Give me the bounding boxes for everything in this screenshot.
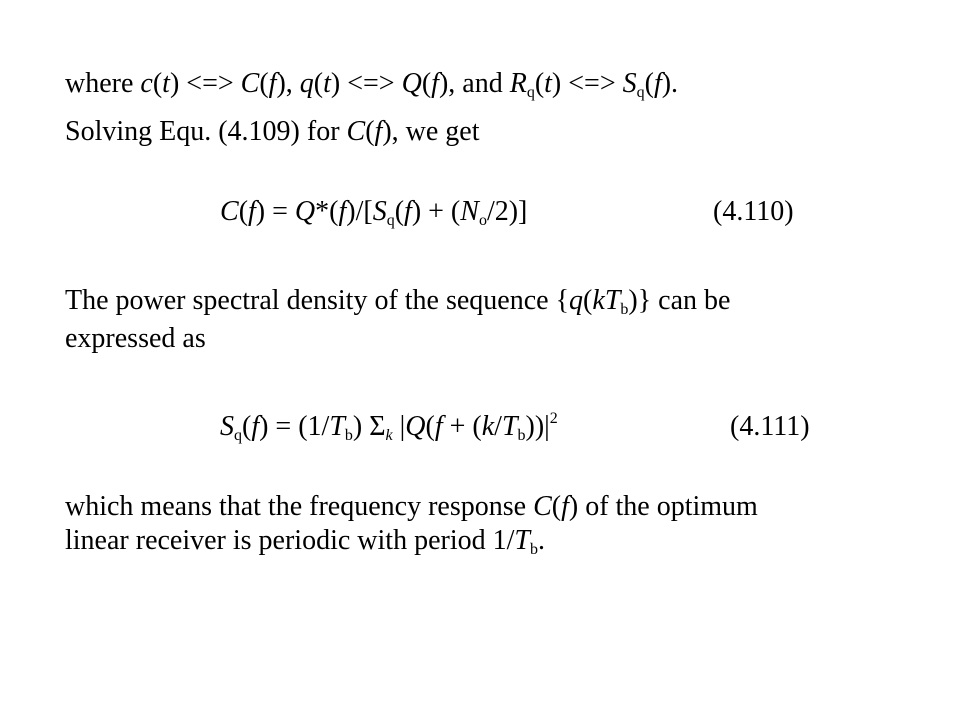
word-and: and — [462, 68, 503, 99]
symbol-f: f — [251, 411, 260, 442]
linear-text: linear receiver is periodic with period 1/ — [65, 525, 515, 556]
arrow-symbol: <=> — [568, 68, 616, 99]
symbol-q: q — [299, 68, 314, 99]
symbol-S: S — [622, 68, 637, 99]
text-line-expressed — [65, 325, 206, 353]
symbol-S: S — [220, 411, 234, 442]
subscript-q: q — [386, 212, 395, 229]
which-text: which means that the frequency response — [65, 491, 534, 522]
subscript-q: q — [234, 427, 242, 444]
word-where: where — [65, 68, 134, 99]
symbol-k: k — [481, 411, 495, 442]
symbol-C: C — [220, 196, 239, 227]
equation-4-110: $C(f) = Q*(f)/[S_q(f) + (N_o/2)]$ — [220, 196, 528, 229]
symbol-q: q — [569, 285, 584, 316]
subscript-q: q — [526, 84, 535, 101]
symbol-f: f — [374, 116, 383, 147]
symbol-f: f — [431, 68, 439, 99]
symbol-c: c — [140, 68, 153, 99]
symbol-Q: Q — [401, 68, 422, 99]
symbol-Q: Q — [294, 196, 316, 227]
we-get-text: , we get — [391, 116, 480, 147]
can-be-text: can be — [651, 285, 731, 316]
text-line-psd: The power spectral density of the sequence $\{q(kT_b)\}$ can be — [65, 285, 731, 318]
symbol-f: f — [248, 196, 256, 227]
subscript-b: b — [620, 301, 629, 318]
psd-text: The power spectral density of the sequence — [65, 285, 556, 316]
symbol-T: T — [514, 525, 530, 556]
solving-text: Solving Equ. (4.109) for — [65, 116, 347, 147]
symbol-f: f — [653, 68, 662, 99]
symbol-t: t — [162, 68, 170, 99]
text-line-1: where c(t) <=> C(f), q(t) <=> Q(f), and $R_q(t)$ <=> $S_q(f)$. — [65, 68, 679, 101]
symbol-S: S — [372, 196, 387, 227]
symbol-N: N — [460, 196, 479, 227]
optimum-text: of the optimum — [578, 491, 758, 522]
equation-number-4-110: (4.110) — [713, 196, 794, 227]
symbol-f: f — [404, 196, 412, 227]
symbol-C: C — [533, 491, 552, 522]
symbol-T: T — [604, 285, 621, 316]
arrow-symbol: <=> — [347, 68, 395, 99]
symbol-f: f — [338, 196, 347, 227]
text-line-2: Solving Equ. (4.109) for C(f), we get — [65, 116, 480, 147]
sigma-symbol: Σ — [369, 411, 386, 442]
symbol-T: T — [501, 411, 518, 442]
symbol-f: f — [434, 411, 443, 442]
subscript-b: b — [344, 427, 353, 444]
equation-number-4-111: (4.111) — [730, 411, 810, 442]
text-line-which: which means that the frequency response C(f) of the optimum — [65, 491, 758, 522]
text-line-linear: linear receiver is periodic with period $1/T_b$. — [65, 525, 545, 558]
symbol-f: f — [561, 491, 569, 522]
subscript-k: k — [385, 427, 393, 444]
symbol-Q: Q — [405, 411, 426, 442]
symbol-f: f — [268, 68, 277, 99]
symbol-C: C — [240, 68, 260, 99]
symbol-t: t — [323, 68, 331, 99]
symbol-t: t — [544, 68, 552, 99]
equation-4-111: $S_q(f) = (1/T_b)$ $\Sigma_k$ $|Q(f + (k/T_b))|^2$ — [220, 410, 558, 444]
arrow-symbol: <=> — [186, 68, 234, 99]
symbol-T: T — [329, 411, 345, 442]
subscript-b: b — [529, 541, 538, 558]
expressed-as-text: expressed as — [65, 323, 206, 354]
symbol-R: R — [509, 68, 527, 99]
subscript-o: o — [478, 212, 487, 229]
superscript-2: 2 — [549, 410, 558, 427]
subscript-b: b — [517, 427, 526, 444]
symbol-k: k — [592, 285, 605, 316]
subscript-q: q — [636, 84, 645, 101]
symbol-C: C — [346, 116, 366, 147]
